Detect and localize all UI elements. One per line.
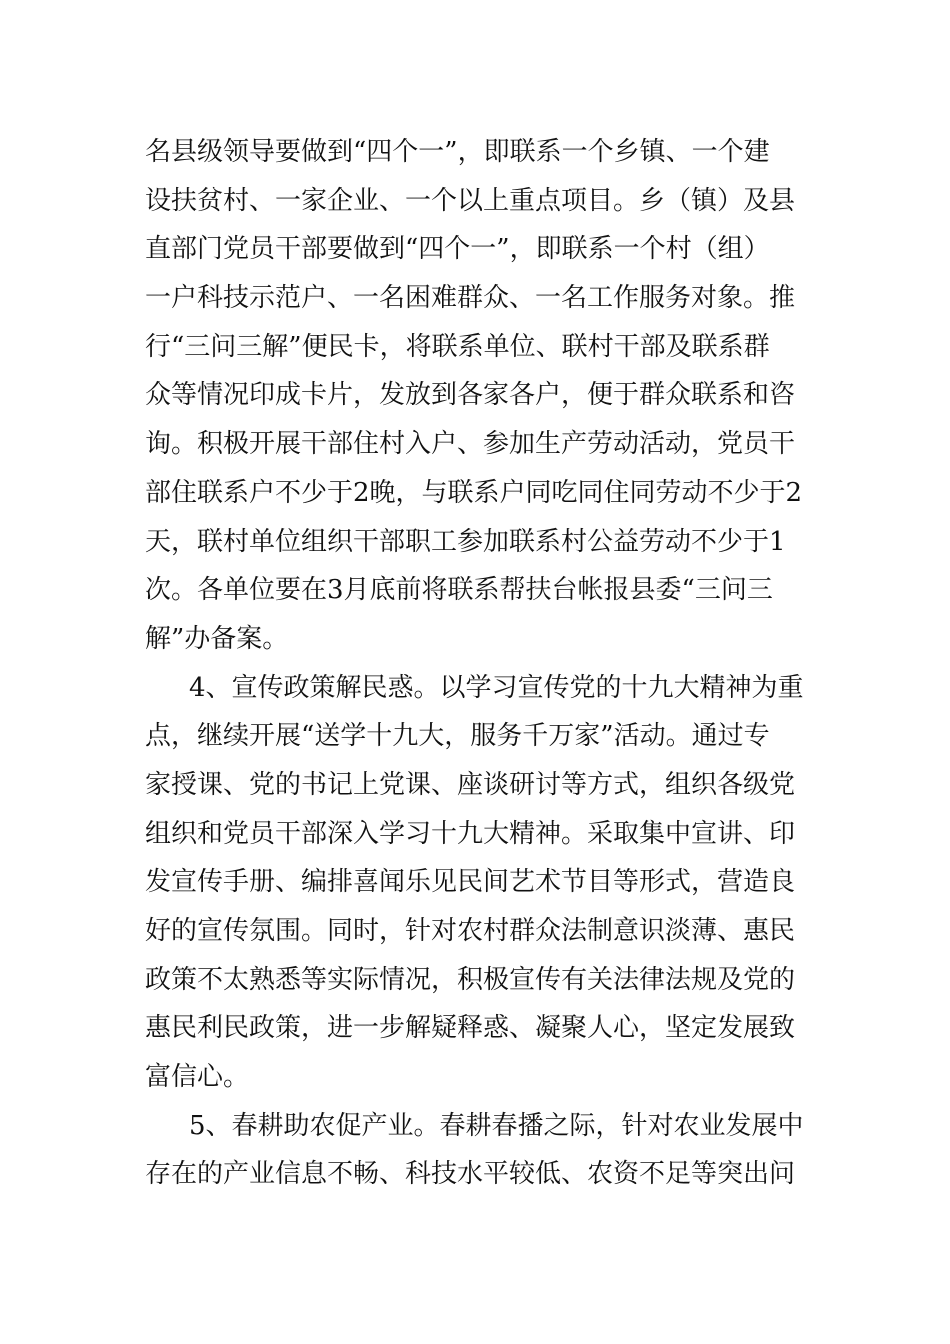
text-line: 设扶贫村、一家企业、一个以上重点项目。乡（镇）及县 [145, 185, 796, 216]
section-heading-line: 5、春耕助农促产业。春耕春播之际，针对农业发展中 [189, 1110, 804, 1141]
text-line: 询。积极开展干部住村入户、参加生产劳动活动，党员干 [145, 429, 796, 460]
text-line: 直部门党员干部要做到“四个一”，即联系一个村（组） [145, 234, 770, 265]
text-line: 好的宣传氛围。同时，针对农村群众法制意识淡薄、惠民 [145, 916, 796, 946]
text-line: 存在的产业信息不畅、科技水平较低、农资不足等突出问 [145, 1159, 796, 1190]
text-line: 组织和党员干部深入学习十九大精神。采取集中宣讲、印 [145, 818, 796, 849]
text-line: 解”办备案。 [145, 623, 289, 654]
text-line: 点，继续开展“送学十九大，服务千万家”活动。通过专 [145, 721, 770, 752]
text-line: 富信心。 [145, 1062, 250, 1093]
text-line: 政策不太熟悉等实际情况，积极宣传有关法律法规及党的 [145, 964, 796, 995]
paragraph-2 [145, 664, 807, 1102]
text-line: 行“三问三解”便民卡，将联系单位、联村干部及联系群 [145, 331, 770, 362]
text-line: 一户科技示范户、一名困难群众、一名工作服务对象。推 [145, 283, 796, 314]
paragraph-3 [145, 1102, 807, 1199]
paragraph-1 [145, 128, 807, 664]
text-line: 名县级领导要做到“四个一”，即联系一个乡镇、一个建 [145, 137, 770, 167]
text-line: 惠民利民政策，进一步解疑释惑、凝聚人心，坚定发展致 [145, 1013, 796, 1044]
text-line: 天，联村单位组织干部职工参加联系村公益劳动不少于1 [145, 526, 786, 557]
document-body [145, 128, 807, 1199]
text-line: 次。各单位要在3月底前将联系帮扶台帐报县委“三问三 [145, 575, 773, 606]
section-heading-line: 4、宣传政策解民惑。以学习宣传党的十九大精神为重 [189, 672, 804, 703]
text-line: 发宣传手册、编排喜闻乐见民间艺术节目等形式，营造良 [145, 867, 796, 898]
text-line: 众等情况印成卡片，发放到各家各户，便于群众联系和咨 [145, 380, 796, 411]
text-line: 部住联系户不少于2晚，与联系户同吃同住同劳动不少于2 [145, 477, 803, 508]
text-line: 家授课、党的书记上党课、座谈研讨等方式，组织各级党 [145, 769, 796, 800]
